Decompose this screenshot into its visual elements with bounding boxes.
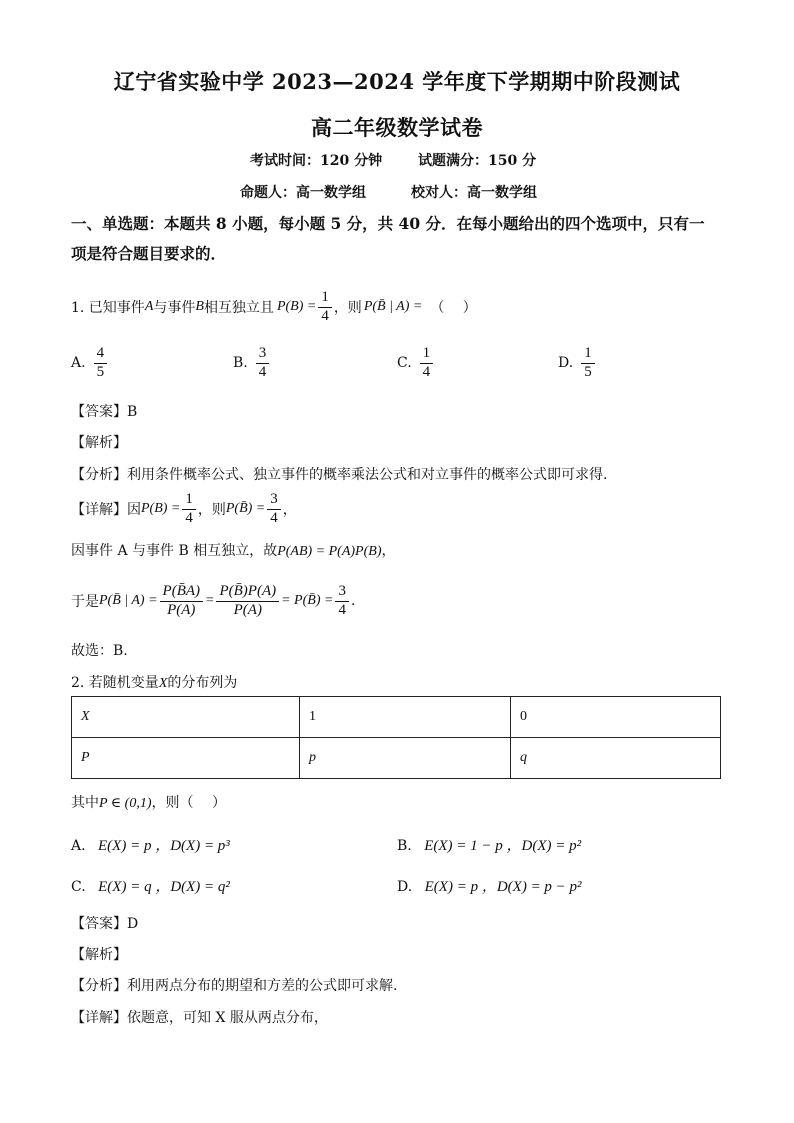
q1-detail-line3 xyxy=(71,578,355,624)
table-row xyxy=(72,697,721,738)
q1-then: ，则 xyxy=(333,300,362,316)
q1-option-c-num: 1 xyxy=(420,346,434,364)
q1-blank: （ ） xyxy=(430,300,477,316)
q1-option-b-den: 4 xyxy=(258,363,267,380)
table-row xyxy=(72,738,721,779)
exam-time: 考试时间：120 分钟 xyxy=(250,153,383,169)
q1-option-d-key: D. xyxy=(558,355,574,371)
section-heading-line2: 项是符合题目要求的． xyxy=(71,244,227,263)
exam-title: 辽宁省实验中学 2023—2024 学年度下学期期中阶段测试 xyxy=(113,69,681,94)
q1-f3-num: 3 xyxy=(335,584,349,602)
q2-option-a xyxy=(71,834,230,855)
q2-analysis-tag: 【解析】 xyxy=(71,947,127,963)
q1-f1-num: P(B̄A) xyxy=(160,584,203,602)
q1-line3-mid: = P(B̄) = xyxy=(281,593,334,608)
q1-option-c xyxy=(397,342,435,384)
q1-option-c-key: C. xyxy=(397,355,412,371)
q2-option-a-key: A. xyxy=(71,838,86,854)
q1-f3-den: 4 xyxy=(338,601,346,618)
q1-detail-eq1-num: 1 xyxy=(182,492,196,510)
q1-detail-eq1-fraction xyxy=(182,492,196,527)
q2-option-d-text: E(X) = p ，D(X) = p − p² xyxy=(424,879,582,895)
q1-option-a-fraction xyxy=(94,346,108,381)
q2-option-d xyxy=(397,875,582,896)
q1-option-c-den: 4 xyxy=(422,363,431,380)
q2-fenxi: 【分析】利用两点分布的期望和方差的公式即可求解. xyxy=(71,978,398,994)
q1-option-a-key: A. xyxy=(71,355,86,371)
q1-option-d xyxy=(558,342,597,384)
q1-line2-math: P(AB) = P(A)P(B) xyxy=(277,544,382,559)
q1-detail-eq2-den: 4 xyxy=(270,509,278,526)
q1-option-c-fraction xyxy=(420,346,434,381)
q1-option-b-num: 3 xyxy=(256,346,270,364)
q2-stem xyxy=(71,672,237,692)
q2-option-c-text: E(X) = q ，D(X) = q² xyxy=(98,879,230,895)
q1-option-d-den: 5 xyxy=(584,363,592,380)
q2-var: X xyxy=(158,676,168,691)
q2-option-b-key: B. xyxy=(397,838,412,854)
table-cell: P xyxy=(72,738,300,779)
q1-fenxi: 【分析】利用条件概率公式、独立事件的概率乘法公式和对立事件的概率公式即可求得. xyxy=(71,467,608,483)
q1-line2-text: 因事件 A 与事件 B 相互独立，故 xyxy=(71,543,278,559)
q2-option-a-text: E(X) = p ，D(X) = p³ xyxy=(98,838,230,854)
q1-cond-num: 1 xyxy=(318,290,332,308)
q1-detail-eq2-fraction xyxy=(267,492,281,527)
q2-option-c-key: C. xyxy=(71,879,86,895)
q1-detail-eq1: P(B) = xyxy=(141,501,181,516)
q1-line3-lhs: P(B̄ | A) = xyxy=(99,593,158,608)
exam-subtitle: 高二年级数学试卷 xyxy=(311,115,483,140)
q1-event-a: A xyxy=(144,299,154,314)
q1-condition-fraction xyxy=(318,290,332,325)
q1-stem-prefix: 1. 已知事件 xyxy=(71,300,145,316)
q2-detail: 【详解】依题意，可知 X 服从两点分布， xyxy=(71,1010,328,1026)
q1-line3-eq: = xyxy=(205,593,215,608)
table-cell: p xyxy=(300,738,511,779)
q1-option-b-fraction xyxy=(256,346,270,381)
q1-line3-end: . xyxy=(350,593,356,609)
q1-option-d-fraction xyxy=(581,346,595,381)
q1-choose: 故选：B. xyxy=(71,643,128,659)
q1-detail-prefix: 【详解】因 xyxy=(71,502,141,518)
q1-detail-end: ， xyxy=(282,502,297,518)
q1-answer: 【答案】B xyxy=(71,404,138,420)
q2-stem-suffix: 的分布列为 xyxy=(167,675,238,691)
q2-option-d-key: D. xyxy=(397,879,413,895)
q2-stem-prefix: 2. 若随机变量 xyxy=(71,675,159,691)
q1-f1-den: P(A) xyxy=(167,601,196,618)
q1-stem-mid1: 与事件 xyxy=(153,300,196,316)
q2-option-b-text: E(X) = 1 − p ，D(X) = p² xyxy=(424,838,582,854)
q1-detail-eq2-num: 3 xyxy=(267,492,281,510)
q1-condition-lhs: P(B) = xyxy=(276,299,317,314)
proofreader: 校对人：高一数学组 xyxy=(411,185,537,201)
full-score: 试题满分：150 分 xyxy=(418,153,537,169)
q2-option-c xyxy=(71,875,230,896)
q1-option-b-key: B. xyxy=(233,355,248,371)
q1-f2-num: P(B̄)P(A) xyxy=(216,584,279,602)
q1-stem-mid2: 相互独立且 xyxy=(203,300,274,316)
q1-detail-eq2: P(B̄) = xyxy=(225,501,266,516)
q2-cond-suffix: ，则（ ） xyxy=(151,795,226,811)
q1-line2-end: ， xyxy=(381,543,396,559)
q1-line3-prefix: 于是 xyxy=(71,594,99,610)
q1-line3-fraction3 xyxy=(335,584,349,619)
q1-detail-line1 xyxy=(71,488,297,530)
q2-condition xyxy=(71,792,226,812)
q1-option-b xyxy=(233,342,271,384)
table-cell: X xyxy=(72,697,300,738)
q2-cond-math: P ∈ (0,1) xyxy=(99,796,152,811)
q1-option-d-num: 1 xyxy=(581,346,595,364)
q1-option-a-num: 4 xyxy=(94,346,108,364)
q1-option-a xyxy=(71,342,109,384)
q1-stem xyxy=(71,280,477,334)
q2-answer: 【答案】D xyxy=(71,916,139,932)
table-cell: 1 xyxy=(300,697,511,738)
q1-detail-line2 xyxy=(71,540,396,560)
table-cell: q xyxy=(511,738,721,779)
q1-event-b: B xyxy=(195,299,204,314)
q1-ask: P(B̄ | A) = xyxy=(363,299,423,314)
author: 命题人：高一数学组 xyxy=(240,185,366,201)
q1-detail-then: ，则 xyxy=(197,502,226,518)
q1-line3-fraction2 xyxy=(216,584,279,619)
q1-f2-den: P(A) xyxy=(233,601,262,618)
q1-cond-den: 4 xyxy=(321,307,329,324)
q2-option-b xyxy=(397,834,581,855)
distribution-table xyxy=(71,696,721,779)
q1-detail-eq1-den: 4 xyxy=(185,509,193,526)
table-cell: 0 xyxy=(511,697,721,738)
q1-option-a-den: 5 xyxy=(96,363,105,380)
section-heading-line1: 一、单选题：本题共 8 小题，每小题 5 分，共 40 分．在每小题给出的四个选项中，只有一 xyxy=(71,214,705,233)
q1-line3-fraction1 xyxy=(160,584,203,619)
q2-cond-prefix: 其中 xyxy=(71,795,99,811)
q1-analysis-tag: 【解析】 xyxy=(71,435,127,451)
